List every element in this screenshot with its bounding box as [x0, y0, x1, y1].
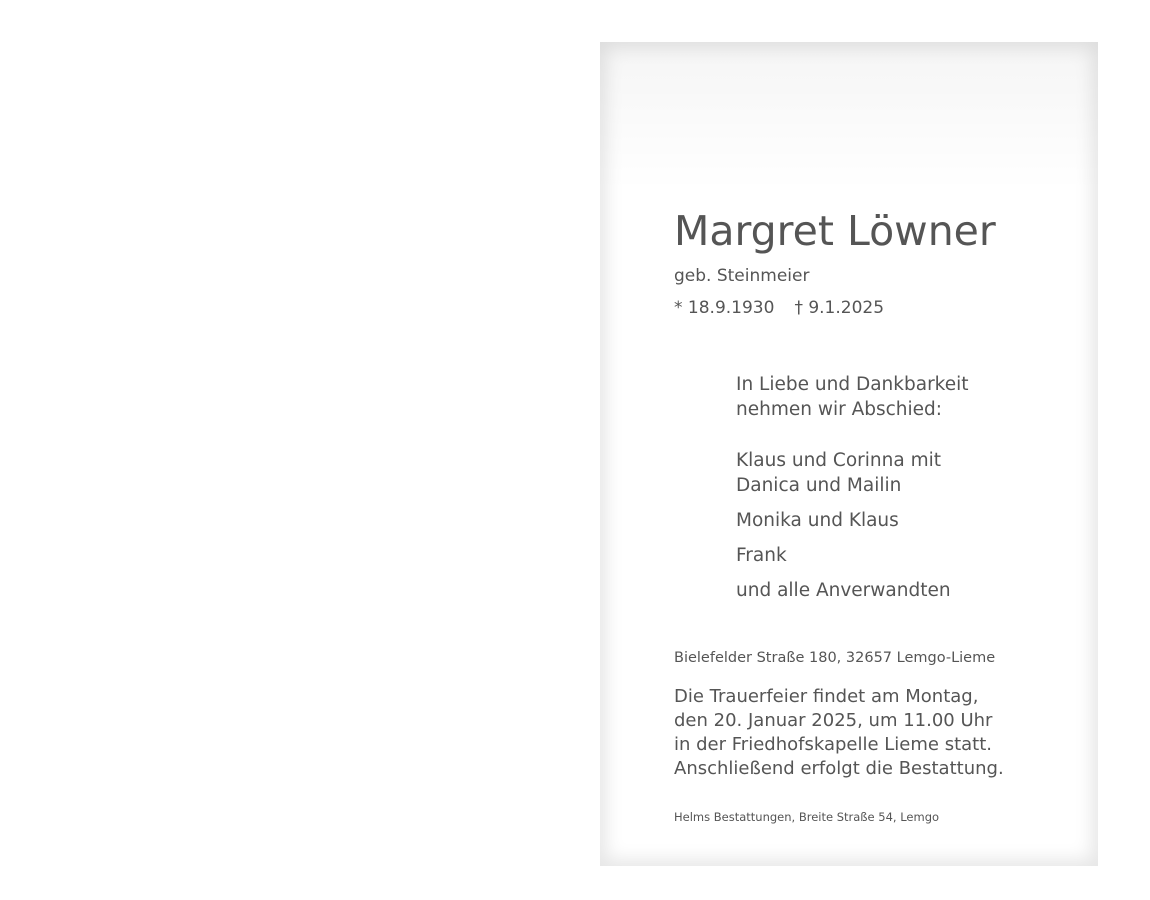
ceremony-details [674, 685, 1004, 781]
mourner-line: Klaus und Corinna mit [736, 450, 941, 471]
ceremony-line: Die Trauerfeier findet am Montag, [674, 686, 979, 707]
mourner-group [736, 509, 899, 534]
life-dates [674, 296, 884, 320]
mourner-line: Danica und Mailin [736, 474, 902, 496]
ceremony-line: den 20. Januar 2025, um 11.00 Uhr [674, 710, 993, 731]
ceremony-line: Anschließend erfolgt die Bestattung. [674, 758, 1004, 779]
birth-name: geb. Steinmeier [674, 266, 810, 286]
farewell-intro [736, 373, 969, 422]
family-address: Bielefelder Straße 180, 32657 Lemgo-Lieme [674, 650, 996, 666]
deceased-name: Margret Löwner [674, 207, 996, 255]
mourner-group [736, 579, 951, 604]
intro-line: nehmen wir Abschied: [736, 398, 943, 420]
mourner-line: und alle Anverwandten [736, 580, 951, 601]
obituary-card [600, 42, 1098, 866]
death-date: † 9.1.2025 [794, 298, 885, 318]
mourner-group [736, 449, 941, 498]
mourner-group [736, 544, 787, 569]
intro-line: In Liebe und Dankbarkeit [736, 374, 969, 395]
undertaker-info: Helms Bestattungen, Breite Straße 54, Lemgo [674, 810, 940, 824]
ceremony-line: in der Friedhofskapelle Lieme statt. [674, 734, 993, 755]
mourner-line: Monika und Klaus [736, 510, 899, 531]
birth-date: * 18.9.1930 [674, 298, 775, 318]
mourner-line: Frank [736, 545, 787, 566]
